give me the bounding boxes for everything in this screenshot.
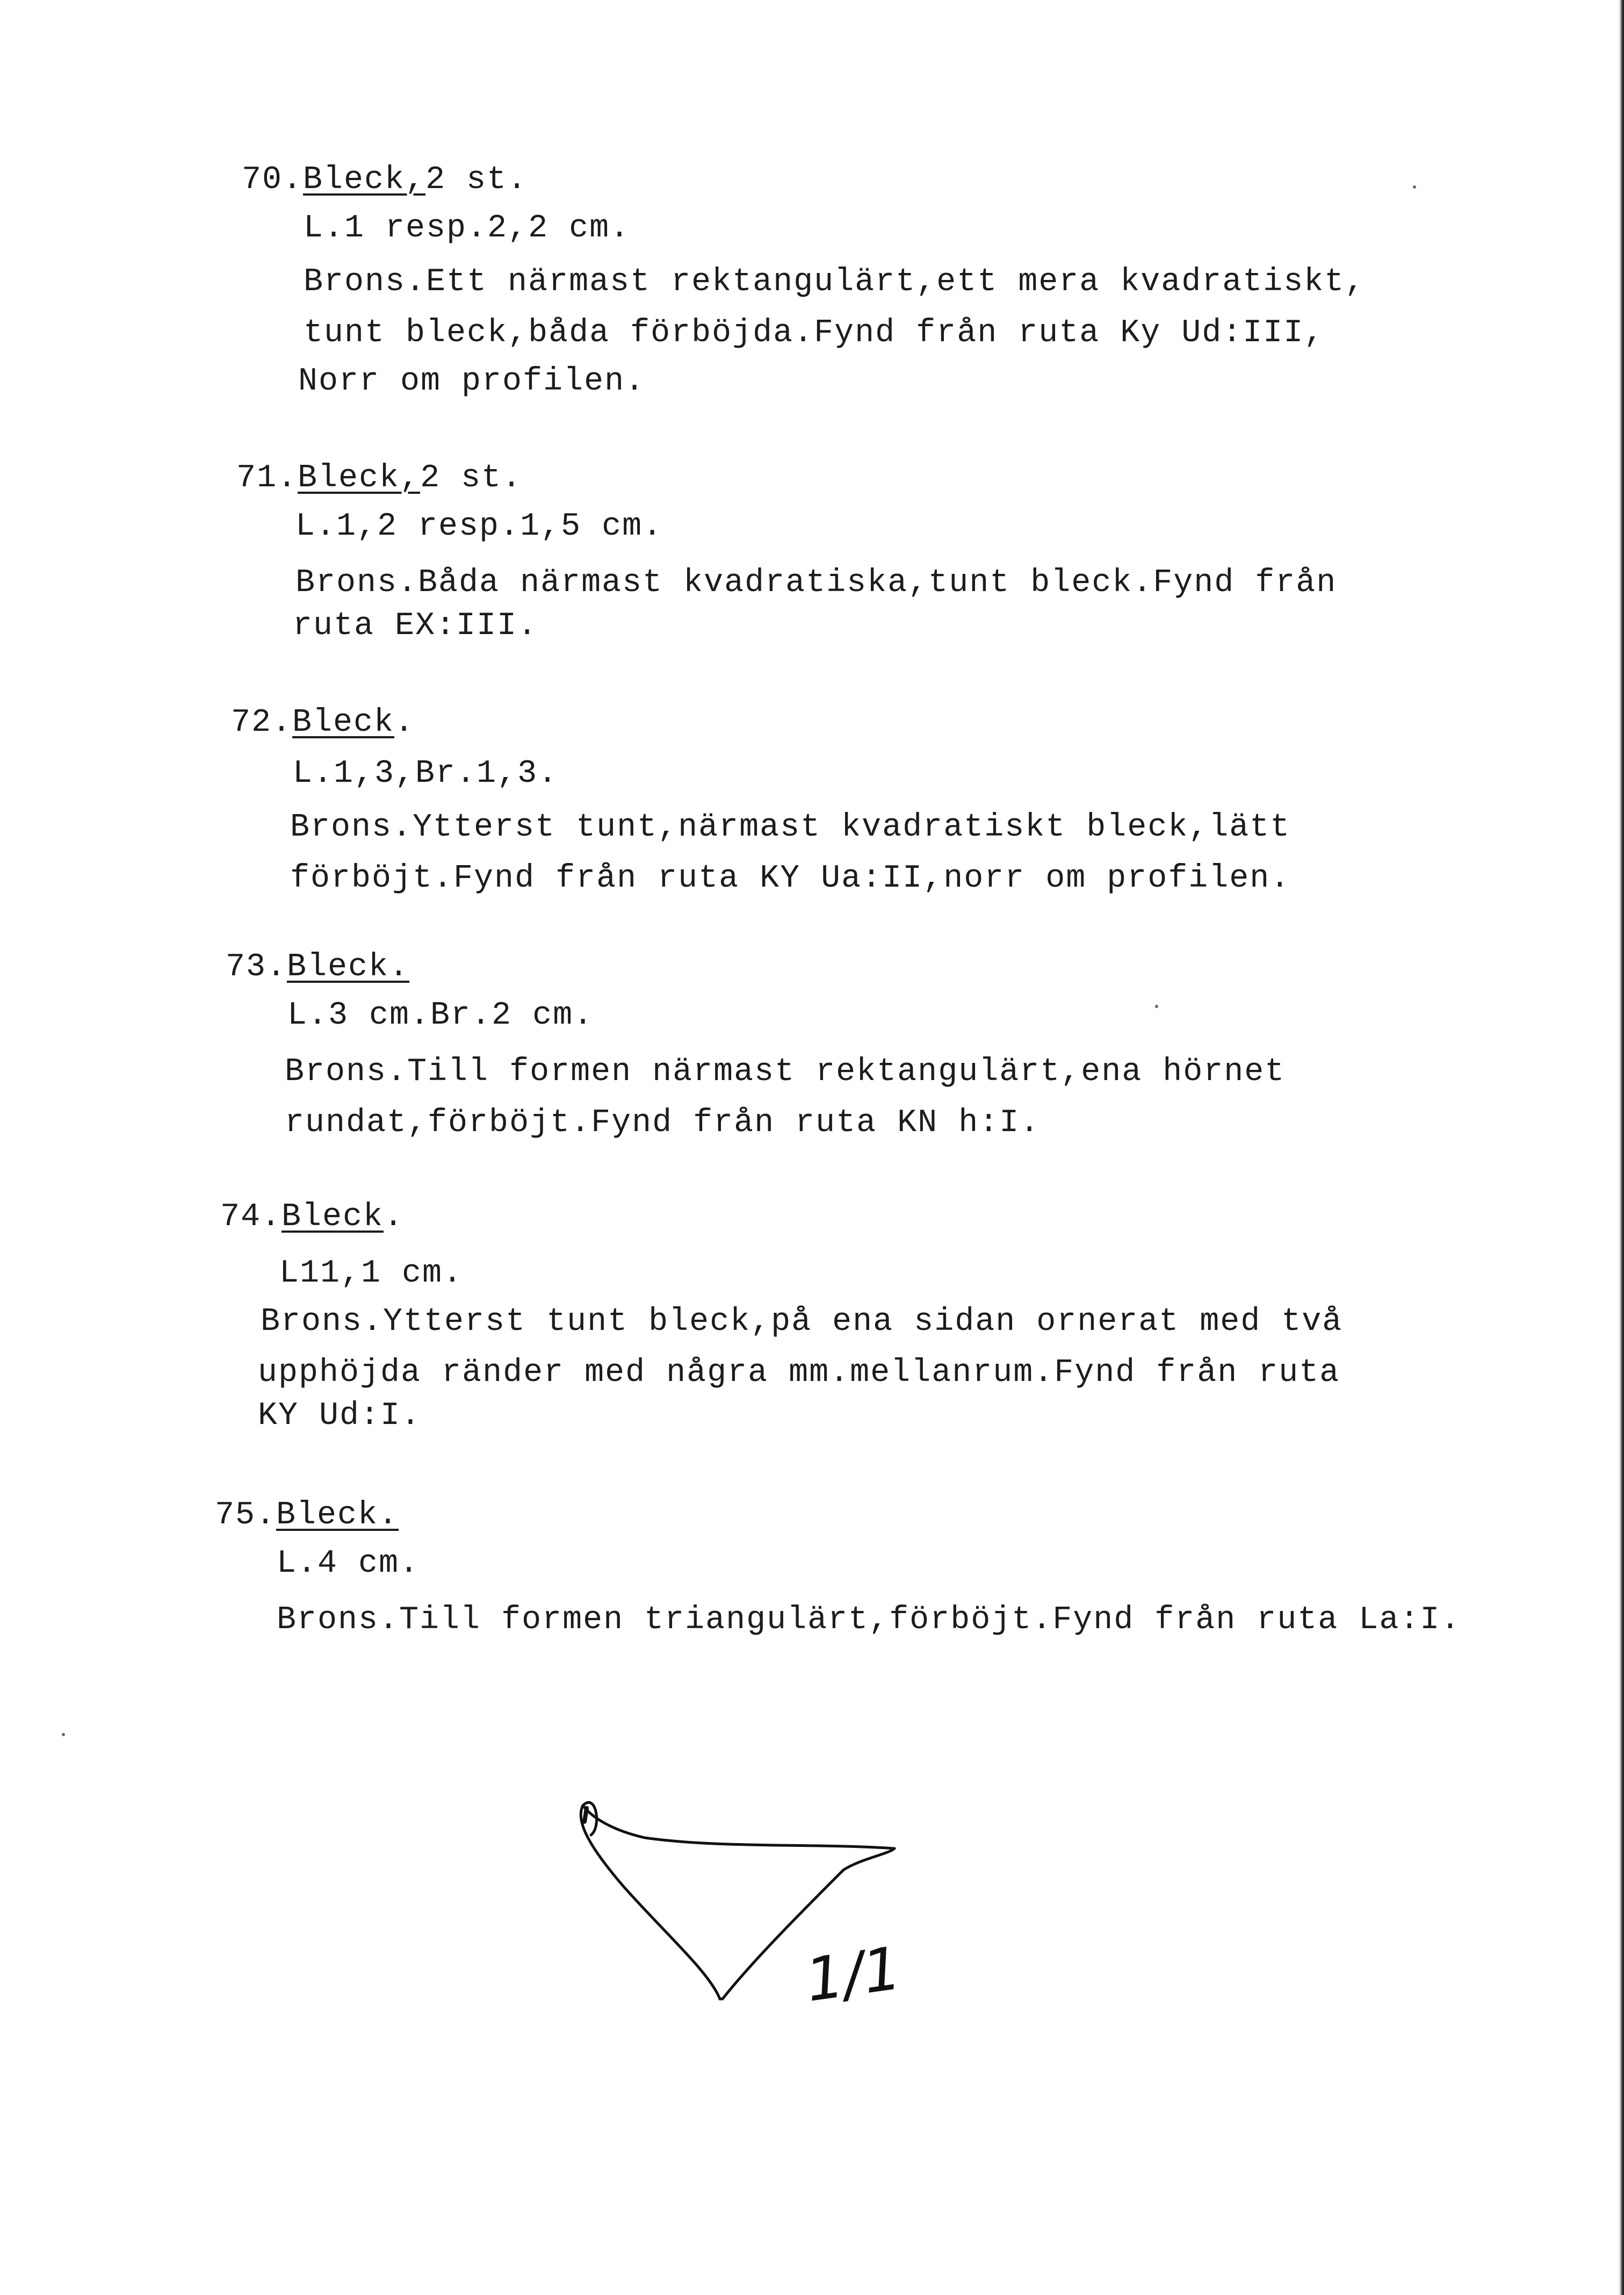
entry-line: tunt bleck,båda förböjda.Fynd från ruta Ky Ud:III,	[304, 315, 1325, 351]
scan-speck	[1413, 185, 1416, 189]
entry-heading: 72.Bleck.	[231, 704, 415, 741]
entry-line: L11,1 cm.	[279, 1255, 464, 1292]
entry-heading: 75.Bleck.	[215, 1497, 399, 1534]
entry-title: Bleck,	[303, 162, 426, 198]
scale-label: 1/1	[801, 1933, 906, 2015]
entry-title: Bleck.	[287, 949, 410, 985]
entry-heading: 71.Bleck,2 st.	[236, 460, 523, 497]
entry-line: ruta EX:III.	[293, 608, 538, 644]
entry-title: Bleck	[292, 704, 395, 741]
entry-line: Brons.Ytterst tunt bleck,på ena sidan ornerat med två	[261, 1304, 1343, 1340]
entry-line: Brons.Till formen närmast rektangulärt,ena hörnet	[285, 1054, 1286, 1090]
entry-heading: 73.Bleck.	[226, 949, 410, 985]
entry-line: L.1,3,Br.1,3.	[293, 756, 559, 792]
entry-line: rundat,förböjt.Fynd från ruta KN h:I.	[285, 1105, 1041, 1141]
entry-line: Brons.Ett närmast rektangulärt,ett mera kvadratiskt,	[304, 264, 1366, 300]
entry-line: Brons.Ytterst tunt,närmast kvadratiskt bleck,lätt	[290, 809, 1291, 846]
entry-line: L.1,2 resp.1,5 cm.	[295, 508, 663, 545]
entry-line: förböjt.Fynd från ruta KY Ua:II,norr om profilen.	[290, 860, 1291, 897]
entry-title: Bleck	[282, 1199, 384, 1235]
entry-heading: 70.Bleck,2 st.	[242, 162, 528, 198]
entry-line: upphöjda ränder med några mm.mellanrum.Fynd från ruta	[258, 1355, 1340, 1391]
entry-title: Bleck,	[298, 460, 421, 497]
triangular-sheet-drawing	[559, 1784, 935, 2053]
entry-line: Brons.Till formen triangulärt,förböjt.Fynd från ruta La:I.	[277, 1602, 1461, 1638]
entry-line: Brons.Båda närmast kvadratiska,tunt bleck.Fynd från	[295, 565, 1337, 601]
scan-speck	[62, 1733, 65, 1736]
entry-heading: 74.Bleck.	[220, 1199, 405, 1235]
entry-line: KY Ud:I.	[258, 1398, 422, 1434]
scan-speck	[1155, 1005, 1158, 1008]
scan-edge-shadow	[1431, 0, 1624, 2295]
entry-line: L.3 cm.Br.2 cm.	[287, 997, 594, 1034]
entry-line: Norr om profilen.	[298, 363, 646, 400]
entry-line: L.4 cm.	[277, 1545, 420, 1582]
entry-title: Bleck.	[276, 1497, 399, 1534]
entry-line: L.1 resp.2,2 cm.	[304, 210, 631, 247]
